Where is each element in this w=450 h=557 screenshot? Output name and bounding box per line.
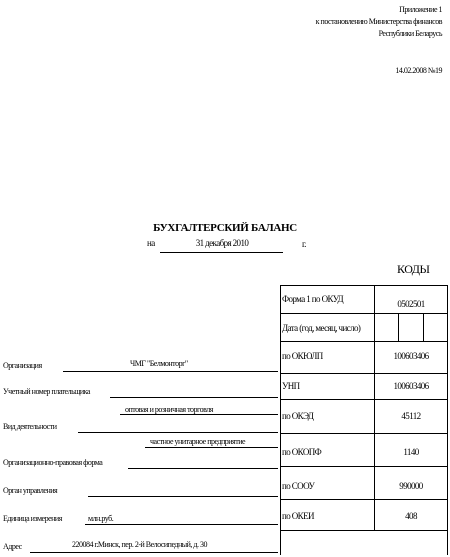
date-prefix: на [147, 238, 155, 248]
code-label-soou: по СООУ [282, 481, 315, 491]
appendix-country: Республики Беларусь [378, 29, 442, 38]
code-value-unp: 100603406 [393, 381, 429, 391]
code-label-oked: по ОКЭД [282, 411, 314, 421]
activity-value: оптовая и розничная торговля [125, 405, 213, 414]
address-label: Адрес [3, 542, 22, 551]
org-value: ЧМГ "Белмонторг" [130, 359, 188, 368]
code-label-okopf: по ОКОПФ [282, 447, 322, 457]
codes-table [280, 285, 448, 555]
unit-underline [85, 524, 278, 525]
appendix-decree: к постановлению Министерства финансов [315, 17, 442, 26]
code-value-okei: 408 [405, 511, 417, 521]
codes-heading: КОДЫ [397, 262, 430, 276]
code-value-okulp: 100603406 [393, 351, 429, 361]
legal-form-value-underline [145, 447, 278, 448]
document-title: БУХГАЛТЕРСКИЙ БАЛАНС [153, 222, 297, 234]
code-label-okud: Форма 1 по ОКУД [282, 294, 344, 304]
legal-form-label: Организационно-правовая форма [3, 458, 103, 467]
code-label-okulp: по ОКЮЛП [282, 351, 323, 361]
org-underline [63, 371, 278, 372]
code-label-okei: по ОКЕИ [282, 511, 314, 521]
legal-form-value: частное унитарное предприятие [150, 437, 246, 446]
code-label-unp: УНП [282, 381, 300, 391]
appendix-date: 14.02.2008 №19 [395, 66, 442, 75]
unp-label: Учетный номер плательщика [3, 387, 90, 396]
code-value-okopf: 1140 [403, 447, 419, 457]
unp-underline [110, 397, 278, 398]
code-value-okud: 0502501 [397, 299, 425, 309]
unit-label: Единица измерения [3, 514, 62, 523]
date-suffix: г. [302, 239, 306, 249]
date-value: 31 декабря 2010 [195, 238, 249, 248]
activity-underline [78, 432, 278, 433]
code-value-oked: 45112 [401, 411, 421, 421]
management-label: Орган управления [3, 486, 58, 495]
date-underline [160, 252, 283, 253]
management-underline [88, 496, 278, 497]
legal-form-underline [128, 468, 278, 469]
address-value: 220084 г.Минск, пер. 2-й Велосипедный, д. 30 [72, 540, 207, 549]
address-underline [30, 552, 278, 553]
unit-value: млн.руб. [88, 514, 114, 523]
org-label: Организация [3, 361, 42, 370]
appendix-title: Приложение 1 [399, 5, 442, 14]
code-value-soou: 990000 [399, 481, 423, 491]
activity-value-underline [120, 414, 278, 415]
activity-label: Вид деятельности [3, 422, 57, 431]
code-label-date: Дата (год, месяц, число) [282, 323, 361, 333]
